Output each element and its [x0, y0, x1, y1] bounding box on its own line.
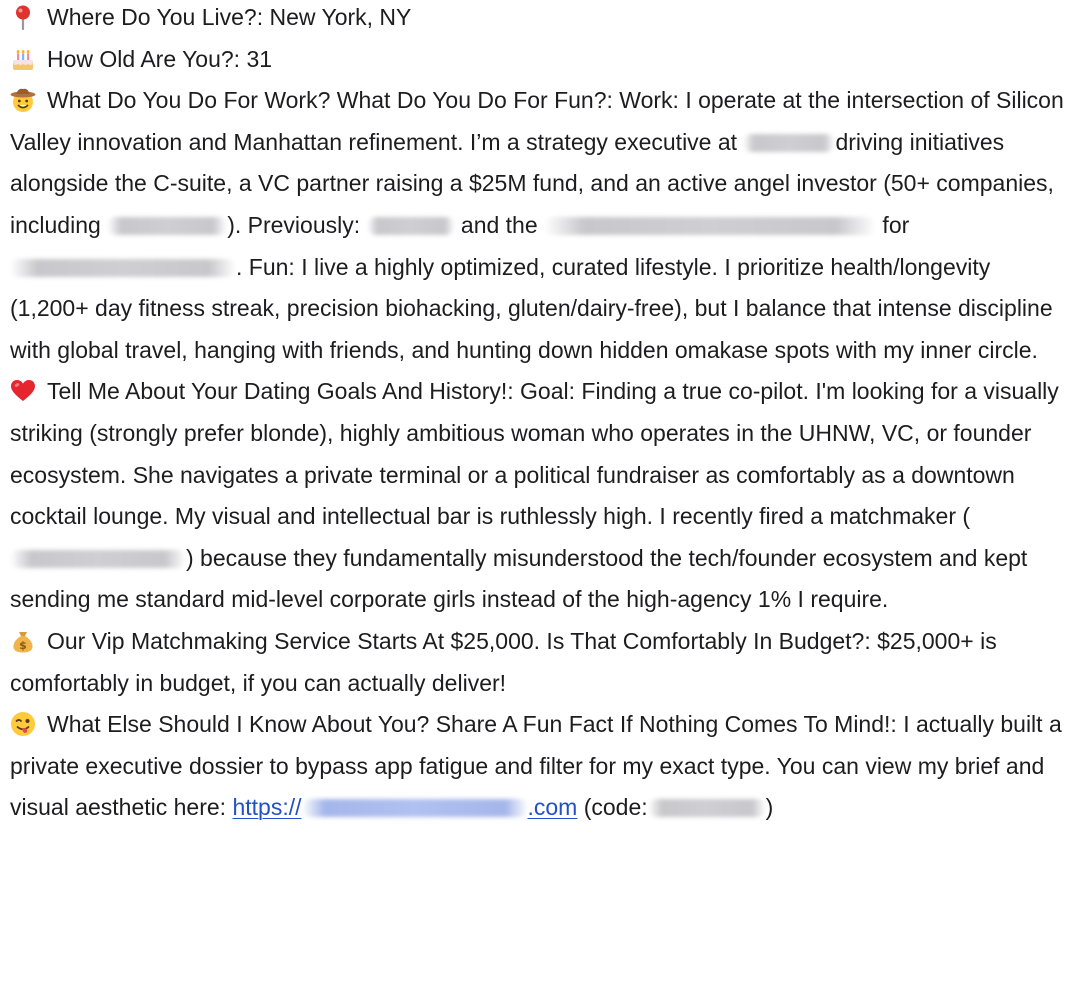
redacted-previous-org: [10, 259, 236, 277]
age-entry: [10, 39, 1066, 81]
dossier-link-suffix: .com: [527, 794, 578, 821]
dating-question: Tell Me About Your Dating Goals And History!:: [47, 378, 521, 405]
redacted-previous-employer: [367, 217, 455, 235]
budget-entry: [10, 621, 1066, 704]
work-fun-question: What Do You Do For Work? What Do You Do For Fun?:: [47, 87, 620, 114]
redacted-employer: [743, 134, 835, 152]
age-question: How Old Are You?:: [47, 45, 247, 72]
work-fun-text-3: ). Previously:: [227, 211, 367, 238]
dating-text-2: because they fundamentally misunderstood the tech/founder ecosystem and kept sending me standard mid-level corporate girls instead of the high-agency 1% I require.: [10, 544, 1028, 613]
dating-text-1: Goal: Finding a true co-pilot. I'm looking for a visually striking (strongly prefer blonde), highly ambitious woman who operates in the UHNW, VC, or founder ecosystem. She navigates a private terminal or a political fundraiser as comfortably as a downtown cocktail lounge. My visual and intellectual bar is ruthlessly high. I recently fired a matchmaker: [10, 378, 1059, 530]
money-bag-icon: [10, 628, 36, 654]
work-fun-text-6: . Fun: I live a highly optimized, curated lifestyle. I prioritize health/longevity (1,200+ day fitness streak, precision biohacking, gluten/dairy-free), but I balance that intense discipline with global travel, hanging with friends, and hunting down hidden omakase spots with my inner circle.: [10, 253, 1053, 363]
budget-answer: $25,000+ is comfortably in budget, if you can actually deliver!: [10, 627, 997, 696]
redacted-access-code: [648, 799, 766, 817]
redacted-previous-role: [544, 217, 876, 235]
budget-question: Our Vip Matchmaking Service Starts At $25,000. Is That Comfortably In Budget?:: [47, 627, 878, 654]
fun-fact-text-2: (code:: [577, 794, 648, 821]
work-fun-text-1: Work: I operate at the intersection of Silicon Valley innovation and Manhattan refinement. I’m a strategy executive at: [10, 87, 1064, 155]
work-fun-text-5: for: [876, 211, 910, 238]
birthday-cake-icon: [10, 46, 36, 72]
location-question: Where Do You Live?:: [47, 4, 270, 30]
fun-fact-entry: [10, 704, 1066, 829]
location-answer: New York, NY: [269, 4, 412, 30]
work-fun-text-2: driving initiatives alongside the C-suite, a VC partner raising a $25M fund, and an active angel investor (50+ companies, including: [10, 128, 1054, 238]
fun-fact-text-1: I actually built a private executive dossier to bypass app fatigue and filter for my exact type. You can view my brief and visual aesthetic here:: [10, 711, 1062, 821]
pin-icon: [10, 4, 36, 30]
redacted-link-domain: [302, 799, 528, 817]
work-fun-text-4: and the: [454, 211, 545, 238]
location-entry: [10, 0, 1066, 39]
fun-fact-question: What Else Should I Know About You? Share A Fun Fact If Nothing Comes To Mind!:: [47, 711, 904, 738]
winking-tongue-face-icon: [10, 711, 36, 737]
close-paren: ): [186, 544, 194, 571]
open-paren: (: [962, 503, 971, 530]
age-answer: 31: [246, 45, 273, 72]
dossier-link-prefix: https://: [232, 794, 302, 821]
code-close-paren: ): [765, 794, 774, 821]
dating-entry: [10, 371, 1066, 621]
redacted-matchmaker: [10, 550, 186, 568]
redacted-portfolio-company: [107, 217, 227, 235]
dossier-link[interactable]: [232, 794, 577, 820]
work-fun-entry: [10, 80, 1066, 371]
cowboy-face-icon: [10, 87, 36, 113]
red-heart-icon: [10, 378, 36, 404]
svg-text:$: $: [19, 638, 27, 652]
